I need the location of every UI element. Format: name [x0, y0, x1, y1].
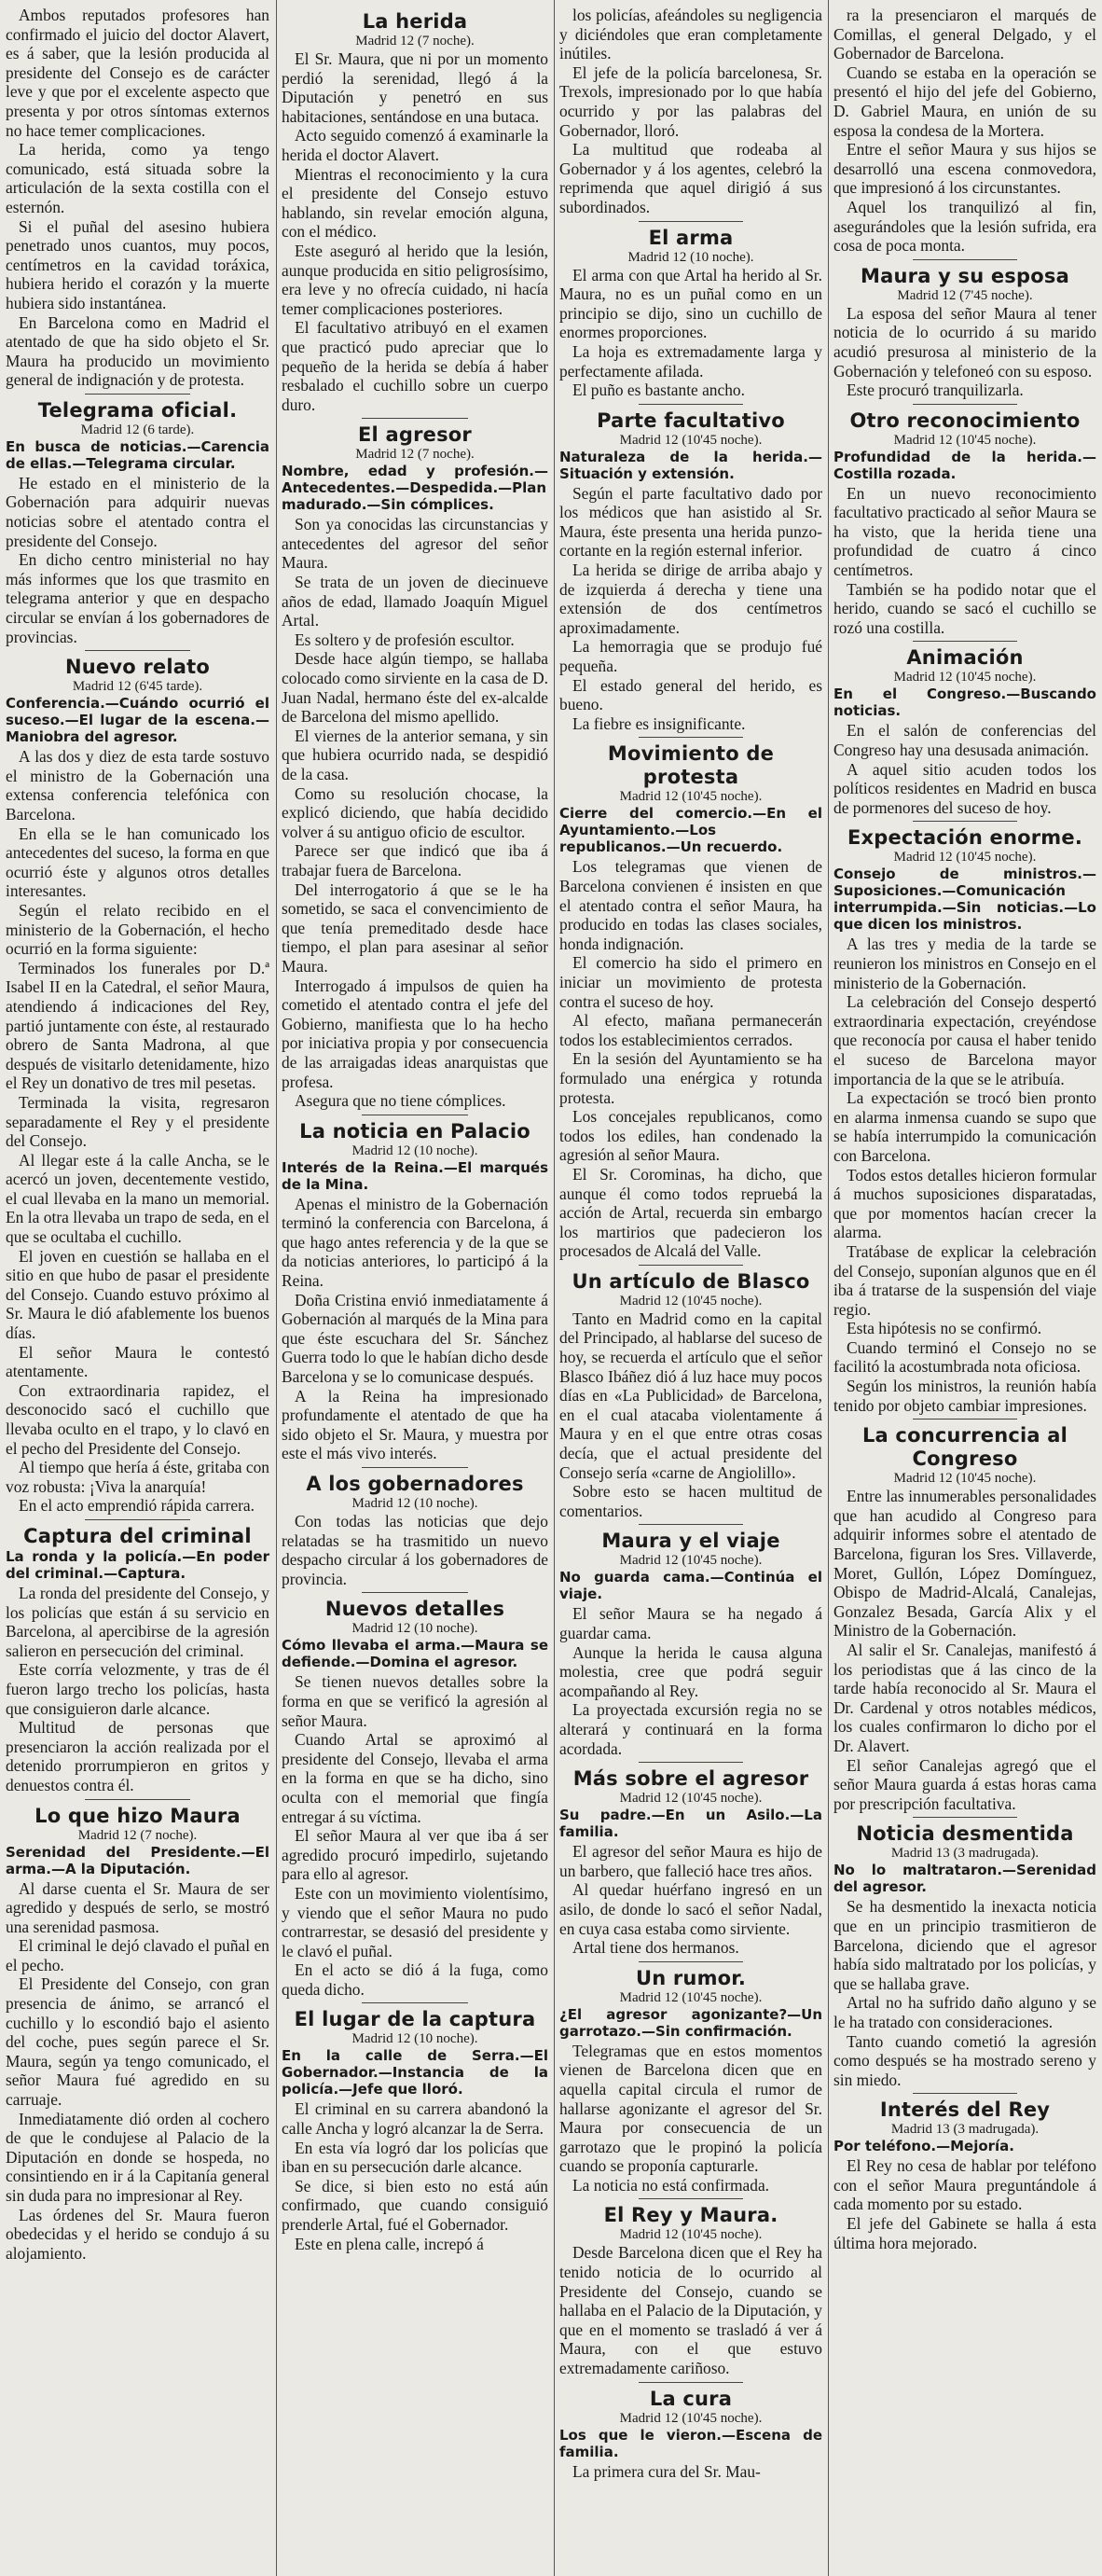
article-paragraph: El jefe del Gabinete se halla á esta última hora mejorado.: [833, 2214, 1096, 2252]
section-divider: [913, 2093, 1018, 2094]
article-paragraph: Acto seguido comenzó á examinarle la herida el doctor Alavert.: [282, 126, 548, 164]
article-paragraph: A las tres y media de la tarde se reunieron los ministros en Consejo en el ministerio de la Gobernación.: [833, 935, 1096, 992]
article-paragraph: Parece ser que indicó que iba á trabajar fuera de Barcelona.: [282, 841, 548, 879]
dateline: Madrid 12 (10'45 noche).: [893, 850, 1037, 866]
section-summary: No guarda cama.—Continúa el viaje.: [559, 1569, 822, 1603]
article-paragraph: Doña Cristina envió inmediatamente á Gobernación al marqués de la Mina para que éste escuchara del Sr. Sánchez Guerra todo lo que le habían dicho desde Barcelona y se lo comunicase después.: [282, 1290, 548, 1387]
article-paragraph: El Rey no cesa de hablar por teléfono con el señor Maura preguntándole á cada momento por su estado.: [833, 2156, 1096, 2214]
article-paragraph: Al quedar huérfano ingresó en un asilo, de donde lo sacó el señor Nadal, en cuya casa estaba como sirviente.: [559, 1880, 822, 1938]
section-heading: El agresor: [358, 423, 472, 447]
article-paragraph: El estado general del herido, es bueno.: [559, 675, 822, 714]
article-paragraph: Terminados los funerales por D.ª Isabel II en la Catedral, el señor Maura, atendiendo á indicaciones del Rey, partió juntamente con éste, al restaurado obrero de Santa Madrona, al que después de visitarlo detenidamente, hizo el Rey un donativo de tres mil pesetas.: [6, 958, 269, 1093]
dateline: Madrid 12 (6 tarde).: [80, 422, 195, 437]
section-summary: Serenidad del Presidente.—El arma.—A la Diputación.: [6, 1843, 269, 1877]
article-paragraph: Cuando se estaba en la operación se presentó el hijo del jefe del Gobierno, D. Gabriel Maura, en unión de su esposa la condesa de la Mortera.: [833, 62, 1096, 140]
dateline: Madrid 12 (7'45 noche).: [897, 287, 1033, 303]
article-paragraph: El señor Canalejas agregó que el señor Maura guarda á estas horas cama por prescripción facultativa.: [833, 1755, 1096, 1813]
section-summary: Consejo de ministros.—Suposiciones.—Comunicación interrumpida.—Sin noticias.—Lo que dicen los ministros.: [833, 866, 1096, 934]
section-divider: [913, 259, 1018, 260]
article-paragraph: Este en plena calle, increpó á: [295, 2234, 484, 2253]
dateline: Madrid 12 (10'45 noche).: [619, 1989, 763, 2005]
dateline: Madrid 12 (10'45 noche).: [619, 2410, 763, 2426]
section-heading: Noticia desmentida: [856, 1822, 1074, 1846]
article-paragraph: En Barcelona como en Madrid el atentado de que ha sido objeto el Sr. Maura ha producido un movimiento general de indignación y de protesta.: [6, 312, 269, 390]
article-paragraph: El Sr. Maura, que ni por un momento perdió la serenidad, llegó á la Diputación y penetró en sus habitaciones, sentándose en una butaca.: [282, 49, 548, 126]
article-paragraph: El criminal le dejó clavado el puñal en el pecho.: [6, 1936, 269, 1974]
section-divider: [85, 1799, 190, 1800]
section-summary: Profundidad de la herida.—Costilla rozada.: [833, 448, 1096, 482]
article-paragraph: En el acto emprendió rápida carrera.: [19, 1496, 255, 1516]
dateline: Madrid 12 (10 noche).: [351, 1621, 478, 1637]
dateline: Madrid 12 (10'45 noche).: [619, 1293, 763, 1309]
section-summary: En busca de noticias.—Carencia de ellas.—Telegrama circular.: [6, 437, 269, 472]
section-summary: En el Congreso.—Buscando noticias.: [833, 686, 1096, 720]
article-paragraph: Mientras el reconocimiento y la cura el presidente del Consejo estuvo hablando, sin revelar emoción alguna, con el médico.: [282, 164, 548, 242]
article-paragraph: Apenas el ministro de la Gobernación terminó la conferencia con Barcelona, á que hago antes referencia y de la que se da noticias anteriores, lo participó á la Reina.: [282, 1194, 548, 1291]
article-paragraph: Como su resolución chocase, la explicó diciendo, que había decidido volver á su antiguo oficio de escultor.: [282, 783, 548, 841]
article-paragraph: En el acto se dió á la fuga, como queda dicho.: [282, 1960, 548, 1999]
article-paragraph: Tratábase de explicar la celebración del Consejo, suponían algunos que en él iba á tratarse de la suspensión del viaje regio.: [833, 1241, 1096, 1319]
article-paragraph: Tanto en Madrid como en la capital del Principado, al hablarse del suceso de hoy, se recuerda el artículo que el señor Blasco Ibáñez dió á luz hace muy pocos días en «La Publicidad» de Barcelona, en el cual atacaba violentamente á Maura y en el que entre otras cosas decía, que el actual presidente del Consejo sería «carne de Angiolillo».: [559, 1309, 822, 1482]
article-paragraph: Son ya conocidas las circunstancias y antecedentes del agresor del señor Maura.: [282, 515, 548, 573]
article-paragraph: Es soltero y de profesión escultor.: [295, 630, 515, 649]
article-paragraph: Al darse cuenta el Sr. Maura de ser agredido y después de serlo, se mostró una serenidad pasmosa.: [6, 1878, 269, 1936]
article-paragraph: El señor Maura al ver que iba á ser agredido procuró impedirlo, sujetando para ello al agresor.: [282, 1826, 548, 1884]
article-paragraph: A la Reina ha impresionado profundamente el atentado de que ha sido objeto el Sr. Maura, y muestra por este el más vivo interés.: [282, 1386, 548, 1463]
article-paragraph: El criminal en su carrera abandonó la calle Ancha y logró alcanzar la de Serra.: [282, 2099, 548, 2139]
column-rule: [554, 0, 555, 2576]
section-heading: La noticia en Palacio: [299, 1119, 530, 1143]
article-paragraph: Todos estos detalles hicieron formular á muchos suposiciones disparatadas, que por momentos hacían crecer la alarma.: [833, 1165, 1096, 1242]
article-paragraph: Sobre esto se hacen multitud de comentarios.: [559, 1482, 822, 1520]
section-divider: [913, 821, 1018, 822]
section-heading: Otro reconocimiento: [849, 409, 1081, 432]
column-1: [6, 6, 269, 2570]
section-summary: ¿El agresor agonizante?—Un garrotazo.—Sin confirmación.: [559, 2005, 822, 2040]
article-paragraph: Este procuró tranquilizarla.: [847, 381, 1024, 400]
section-summary: Por teléfono.—Mejoría.: [833, 2138, 1014, 2155]
article-paragraph: Se ha desmentido la inexacta noticia que en un principio trasmitieron de Barcelona, diciendo que el agresor había sido maltratado por los policías, y que se hallaba grave.: [833, 1897, 1096, 1993]
section-heading: Captura del criminal: [23, 1524, 252, 1547]
article-paragraph: La hemorragia que se produjo fué pequeña.: [559, 637, 822, 676]
article-paragraph: La proyectada excursión regia no se alterará y continuará en la forma acordada.: [559, 1700, 822, 1758]
dateline: Madrid 12 (7 noche).: [355, 34, 475, 48]
section-heading: La cura: [649, 2387, 733, 2410]
section-heading: El Rey y Maura.: [603, 2204, 778, 2227]
article-paragraph: Se trata de un joven de diecinueve años de edad, llamado Joaquín Miguel Artal.: [282, 573, 548, 630]
article-paragraph: Desde Barcelona dicen que el Rey ha tenido noticia de lo ocurrido al Presidente del Consejo, cuando se hallaba en el Palacio de la Diputación, y que en el momento se trasladó á ver á Maura, con el que estuvo extremadamente cariñoso.: [559, 2243, 822, 2378]
section-divider: [639, 221, 744, 222]
article-paragraph: El comercio ha sido el primero en iniciar un movimiento de protesta contra el suceso de hoy.: [559, 953, 822, 1011]
article-paragraph: He estado en el ministerio de la Gobernación para adquirir nuevas noticias sobre el atentado contra el presidente del Consejo.: [6, 473, 269, 550]
article-paragraph: En un nuevo reconocimiento facultativo practicado al señor Maura se ha visto, que la herida tiene una profundidad de cuatro á cinco centímetros.: [833, 483, 1096, 580]
article-paragraph: A aquel sitio acuden todos los políticos residentes en Madrid en busca de pormenores del suceso de hoy.: [833, 759, 1096, 817]
section-divider: [639, 1265, 744, 1266]
article-paragraph: Este con un movimiento violentísimo, y viendo que el señor Maura no pudo contrarrestar, se desasió del presidente y le clavó el puñal.: [282, 1883, 548, 1960]
article-paragraph: La herida, como ya tengo comunicado, está situada sobre la articulación de la sexta costilla con el esternón.: [6, 140, 269, 216]
article-paragraph: Inmediatamente dió orden al cochero de que le condujese al Palacio de la Diputación en donde se hospeda, no consintiendo en ir á la Capitanía general sin duda para no impresionar al Rey.: [6, 2109, 269, 2205]
section-divider: [913, 1817, 1018, 1818]
article-paragraph: Al salir el Sr. Canalejas, manifestó á los periodistas que á las cinco de la tarde había reconocido al Sr. Maura el Dr. Cardenal y otros notables médicos, los cuales confirmaron lo dicho por el Dr. Alavert.: [833, 1641, 1096, 1755]
article-paragraph: El Presidente del Consejo, con gran presencia de ánimo, se arrancó el cuchillo y lo escondió bajo el asiento del coche, pues según parece el Sr. Maura, según ya tengo comunicado, el señor Maura fué agredido en su carruaje.: [6, 1974, 269, 2110]
section-divider: [362, 1592, 468, 1593]
section-divider: [639, 1524, 744, 1525]
section-divider: [639, 1961, 744, 1962]
section-divider: [85, 394, 190, 395]
article-paragraph: En la sesión del Ayuntamiento se ha formulado una enérgica y rotunda protesta.: [559, 1049, 822, 1107]
column-2: [282, 6, 548, 2570]
article-paragraph: Telegramas que en estos momentos vienen de Barcelona dicen que en aquella capital circula el rumor de hallarse agonizante el agresor del Sr. Maura por consecuencia de un garrotazo que le propinó la policía cuando se proponía capturarle.: [559, 2041, 822, 2176]
article-paragraph: Los telegramas que vienen de Barcelona convienen é insisten en que el atentado contra el señor Maura, ha producido en todas las clases sociales, honda indignación.: [559, 857, 822, 953]
section-heading: Parte facultativo: [597, 409, 785, 432]
article-paragraph: Se dice, si bien esto no está aún confirmado, que cuando consiguió prenderle Artal, fué el Gobernador.: [282, 2176, 548, 2235]
article-paragraph: También se ha podido notar que el herido, cuando se sacó el cuchillo se rozó una costilla.: [833, 579, 1096, 637]
article-paragraph: Los concejales republicanos, como todos los ediles, han condenado la agresión al señor Maura.: [559, 1107, 822, 1165]
section-summary: Cómo llevaba el arma.—Maura se defiende.—Domina el agresor.: [282, 1637, 548, 1671]
article-paragraph: Desde hace algún tiempo, se hallaba colocado como sirviente en la casa de D. Juan Nadal, hermano éste del ex-alcalde de Barcelona del mismo apellido.: [282, 649, 548, 727]
article-paragraph: Cuando Artal se aproximó al presidente del Consejo, llevaba el arma en la forma en que se ha dicho, sino oculta con el memorial que fingía entregar á su víctima.: [282, 1730, 548, 1826]
article-paragraph: La esposa del señor Maura al tener noticia de lo ocurrido á su marido acudió presurosa al ministerio de la Gobernación y telefoneó con su esposo.: [833, 303, 1096, 381]
section-heading: A los gobernadores: [306, 1473, 524, 1495]
article-paragraph: Si el puñal del asesino hubiera penetrado unos cuantos, muy pocos, centímetros en la cavidad toráxica, hubiera herido el corazón y la muerte hubiera sido instantánea.: [6, 216, 269, 312]
article-paragraph: Según el parte facultativo dado por los médicos que han asistido al Sr. Maura, éste presenta una herida punzo-cortante en la región esternal inferior.: [559, 483, 822, 561]
article-paragraph: Al llegar este á la calle Ancha, se le acercó un joven, decentemente vestido, el cual llevaba en la mano un memorial. En la otra llevaba un trapo de seda, en el que se ocultaba el cuchillo.: [6, 1150, 269, 1247]
article-paragraph: El facultativo atribuyó en el examen que practicó pudo apreciar que lo pequeño de la herida se debía á haber resbalado el cuchillo sobre un cuerpo duro.: [282, 318, 548, 414]
section-summary: Cierre del comercio.—En el Ayuntamiento.—Los republicanos.—Un recuerdo.: [559, 805, 822, 856]
section-heading: Movimiento de protesta: [607, 742, 775, 789]
section-heading: El arma: [648, 226, 734, 249]
article-paragraph: Aquel los tranquilizó al fin, asegurándoles que la lesión sufrida, era cosa de poca monta.: [833, 197, 1096, 256]
section-heading: Un artículo de Blasco: [572, 1269, 810, 1293]
dateline: Madrid 13 (3 madrugada).: [890, 1846, 1040, 1862]
article-paragraph: La noticia no está confirmada.: [572, 2175, 770, 2195]
article-paragraph: Multitud de personas que presenciaron la acción realizada por el detenido prorrumpieron en gritos y denuestos contra él.: [6, 1718, 269, 1794]
article-paragraph: La fiebre es insignificante.: [572, 713, 746, 733]
article-paragraph: Al efecto, mañana permanecerán todos los establecimientos cerrados.: [559, 1011, 822, 1049]
article-paragraph: El arma con que Artal ha herido al Sr. Maura, no es un puñal como en un principio se dijo, sino un cuchillo de enormes proporciones.: [559, 265, 822, 342]
section-divider: [639, 1762, 744, 1763]
dateline: Madrid 12 (10'45 noche).: [619, 789, 763, 805]
section-summary: En la calle de Serra.—El Gobernador.—Instancia de la policía.—Jefe que lloró.: [282, 2047, 548, 2098]
article-paragraph: los policías, afeándoles su negligencia y diciéndoles que eran completamente inútiles.: [559, 6, 822, 63]
column-rule: [276, 0, 277, 2576]
section-heading: Nuevo relato: [64, 656, 211, 679]
section-summary: Naturaleza de la herida.—Situación y extensión.: [559, 448, 822, 482]
section-summary: Su padre.—En un Asilo.—La familia.: [559, 1807, 822, 1841]
article-paragraph: Al tiempo que hería á éste, gritaba con voz robusta: ¡Viva la anarquía!: [6, 1458, 269, 1496]
section-heading: La concurrencia al Congreso: [861, 1424, 1068, 1471]
article-paragraph: Con todas las noticias que dejo relatadas se ha trasmitido un nuevo despacho circular á los gobernadores de provincia.: [282, 1512, 548, 1588]
dateline: Madrid 12 (10'45 noche).: [619, 1791, 763, 1807]
column-3: [559, 6, 822, 2570]
section-summary: Los que le vieron.—Escena de familia.: [559, 2426, 822, 2460]
article-paragraph: Terminada la visita, regresaron separadamente el Rey y el presidente del Consejo.: [6, 1092, 269, 1151]
article-paragraph: La herida se dirige de arriba abajo y de izquierda á derecha y tiene una extensión de dos centímetros aproximadamente.: [559, 561, 822, 637]
section-heading: Maura y el viaje: [601, 1530, 780, 1553]
article-paragraph: Este corría velozmente, y tras de él fueron largo trecho los policías, hasta que consiguieron darle alcance.: [6, 1660, 269, 1718]
article-paragraph: Ambos reputados profesores han confirmado el juicio del doctor Alavert, es á saber, que la lesión producida al presidente del Consejo es de carácter leve y que por el excelente aspecto que presenta y por otros síntomas externos no hace temer complicaciones.: [6, 6, 269, 140]
section-summary: Nombre, edad y profesión.—Antecedentes.—Despedida.—Plan madurado.—Sin cómplices.: [282, 463, 548, 514]
article-paragraph: En el salón de conferencias del Congreso hay una desusada animación.: [833, 721, 1096, 760]
section-divider: [362, 1467, 468, 1468]
section-heading: Animación: [906, 646, 1024, 670]
article-paragraph: El señor Maura le contestó atentamente.: [6, 1342, 269, 1381]
section-divider: [639, 2382, 744, 2383]
section-summary: No lo maltrataron.—Serenidad del agresor.: [833, 1862, 1096, 1896]
article-paragraph: El joven en cuestión se hallaba en el sitio en que hubo de pasar el presidente del Consejo. Cuando estuvo próximo al Sr. Maura le dió afablemente los buenos días.: [6, 1246, 269, 1343]
article-paragraph: Este aseguró al herido que la lesión, aunque producida en sitio peligrosísimo, era leve y no ofrecía cuidado, ni hacía temer complicaciones posteriores.: [282, 241, 548, 318]
section-divider: [913, 1419, 1018, 1420]
article-paragraph: El Sr. Corominas, ha dicho, que aunque él como todos repruebá la acción de Artal, recuerda sin embargo los martirios que padecieron los procesados de Alcalá del Valle.: [559, 1164, 822, 1261]
article-paragraph: Según los ministros, la reunión había tenido por objeto cambiar impresiones.: [833, 1377, 1096, 1415]
section-summary: La ronda y la policía.—En poder del criminal.—Captura.: [6, 1547, 269, 1582]
section-heading: El lugar de la captura: [294, 2008, 536, 2031]
article-paragraph: El viernes de la anterior semana, y sin que hubiera ocurrido nada, se despidió de la casa.: [282, 726, 548, 783]
article-paragraph: La expectación se trocó bien pronto en alarma inmensa cuando se supo que se había interrumpido la comunicación con Barcelona.: [833, 1088, 1096, 1165]
article-paragraph: En esta vía logró dar los policías que iban en su persecución darle alcance.: [282, 2138, 548, 2177]
dateline: Madrid 12 (10'45 noche).: [619, 1553, 763, 1569]
section-divider: [362, 418, 468, 419]
section-divider: [639, 404, 744, 405]
section-heading: Nuevos detalles: [324, 1598, 505, 1621]
article-paragraph: Del interrogatorio á que se le ha sometido, se saca el convencimiento de que tenía premeditado desde hace tiempo, el plan para asesinar al señor Maura.: [282, 879, 548, 976]
section-heading: Telegrama oficial.: [37, 398, 238, 422]
article-paragraph: Cuando terminó el Consejo no se facilitó la acostumbrada nota oficiosa.: [833, 1337, 1096, 1377]
article-paragraph: La celebración del Consejo despertó extraordinaria expectación, creyéndose que reconocía por causa el haber tenido el suceso de Barcelona mayor importancia de la que se le atribuía.: [833, 992, 1096, 1088]
dateline: Madrid 12 (7 noche).: [355, 447, 475, 463]
section-divider: [913, 641, 1018, 642]
article-paragraph: El jefe de la policía barcelonesa, Sr. Trexols, impresionado por lo que había ocurrido y por las palabras del Gobernador, lloró.: [559, 62, 822, 140]
dateline: Madrid 12 (10'45 noche).: [619, 432, 763, 448]
article-paragraph: Con extraordinaria rapidez, el desconocido sacó el cuchillo que llevaba oculto en el trapo, y lo clavó en el pecho del Presidente del Consejo.: [6, 1380, 269, 1458]
article-paragraph: A las dos y diez de esta tarde sostuvo el ministro de la Gobernación una extensa conferencia telefónica con Barcelona.: [6, 747, 269, 824]
section-heading: Más sobre el agresor: [572, 1767, 809, 1791]
article-paragraph: Se tienen nuevos detalles sobre la forma en que se verificó la agresión al señor Maura.: [282, 1672, 548, 1730]
article-paragraph: El señor Maura se ha negado á guardar cama.: [559, 1604, 822, 1642]
article-paragraph: Artal no ha sufrido daño alguno y se le ha tratado con consideraciones.: [833, 1993, 1096, 2031]
article-paragraph: En ella se le han comunicado los antecedentes del suceso, la forma en que ocurrió éste y algunos otros detalles interesantes.: [6, 824, 269, 901]
article-paragraph: Asegura que no tiene cómplices.: [295, 1091, 506, 1111]
article-paragraph: La primera cura del Sr. Mau-: [572, 2461, 761, 2481]
article-paragraph: Entre las innumerables personalidades que han acudido al Congreso para adquirir informes sobre el atentado de Barcelona, figuran los Sres. Villaverde, Moret, Gullón, López Domínguez, Obispo de Madrid-Alcalá, Canalejas, Gonzalez Besada, García Alix y el Ministro de la Gobernación.: [833, 1487, 1096, 1641]
article-paragraph: Las órdenes del Sr. Maura fueron obedecidas y el herido se condujo á su alojamiento.: [6, 2205, 269, 2263]
article-paragraph: Según el relato recibido en el ministerio de la Gobernación, el hecho ocurrió en la forma siguiente:: [6, 900, 269, 959]
dateline: Madrid 12 (10 noche).: [627, 249, 754, 265]
dateline: Madrid 12 (10'45 noche).: [619, 2227, 763, 2243]
section-divider: [639, 2198, 744, 2199]
section-divider: [639, 737, 744, 738]
article-paragraph: En dicho centro ministerial no hay más informes que los que trasmito en telegrama anterior y que en despacho circular se envían á los gobernadores de provincias.: [6, 550, 269, 646]
section-heading: La herida: [362, 10, 468, 33]
section-heading: Un rumor.: [635, 1966, 747, 1989]
section-heading: Maura y su esposa: [861, 264, 1069, 287]
section-heading: Interés del Rey: [879, 2098, 1051, 2122]
dateline: Madrid 12 (10 noche).: [351, 1143, 478, 1158]
article-paragraph: Esta hipótesis no se confirmó.: [847, 1319, 1042, 1338]
section-divider: [85, 1519, 190, 1520]
dateline: Madrid 13 (3 madrugada).: [890, 2122, 1040, 2138]
section-divider: [913, 404, 1018, 405]
dateline: Madrid 12 (6'45 tarde).: [72, 679, 203, 695]
dateline: Madrid 12 (10'45 noche).: [893, 1471, 1037, 1487]
section-summary: Interés de la Reina.—El marqués de la Mina.: [282, 1158, 548, 1193]
section-heading: Lo que hizo Maura: [34, 1804, 241, 1827]
article-paragraph: Artal tiene dos hermanos.: [572, 1938, 739, 1958]
article-paragraph: La ronda del presidente del Consejo, y los policías que están á su servicio en Barcelona, al apercibirse de la agresión salieron en persecución del criminal.: [6, 1583, 269, 1660]
article-paragraph: Tanto cuando cometió la agresión como después se ha mostrado sereno y sin miedo.: [833, 2031, 1096, 2089]
article-paragraph: ra la presenciaron el marqués de Comillas, el general Delgado, y el Gobernador de Barcelona.: [833, 6, 1096, 63]
dateline: Madrid 12 (10'45 noche).: [893, 432, 1037, 448]
article-paragraph: Aunque la herida le causa alguna molestia, cree que podrá seguir acompañando al Rey.: [559, 1642, 822, 1700]
dateline: Madrid 12 (10'45 noche).: [893, 670, 1037, 686]
article-paragraph: La hoja es extremadamente larga y perfectamente afilada.: [559, 341, 822, 381]
section-heading: Expectación enorme.: [847, 826, 1083, 850]
dateline: Madrid 12 (10 noche).: [351, 1496, 478, 1511]
article-paragraph: El puño es bastante ancho.: [572, 381, 745, 400]
column-4: [833, 6, 1096, 2570]
article-paragraph: El agresor del señor Maura es hijo de un barbero, que falleció hace tres años.: [559, 1842, 822, 1880]
article-paragraph: Entre el señor Maura y sus hijos se desarrolló una escena conmovedora, que impresionó á los circunstantes.: [833, 140, 1096, 198]
dateline: Madrid 12 (10 noche).: [351, 2031, 478, 2047]
column-rule: [828, 0, 829, 2576]
article-paragraph: Interrogado á impulsos de quien ha cometido el atentado contra el jefe del Gobierno, manifiesta que lo ha hecho por iniciativa propia y por consecuencia de las arraigadas ideas anarquistas que profesa.: [282, 976, 548, 1091]
section-divider: [362, 2002, 468, 2003]
section-divider: [85, 650, 190, 651]
section-summary: Conferencia.—Cuándo ocurrió el suceso.—El lugar de la escena.—Maniobra del agresor.: [6, 695, 269, 746]
dateline: Madrid 12 (7 noche).: [77, 1827, 198, 1843]
article-paragraph: La multitud que rodeaba al Gobernador y á los agentes, celebró la reprimenda que aquel dirigió á sus subordinados.: [559, 140, 822, 216]
